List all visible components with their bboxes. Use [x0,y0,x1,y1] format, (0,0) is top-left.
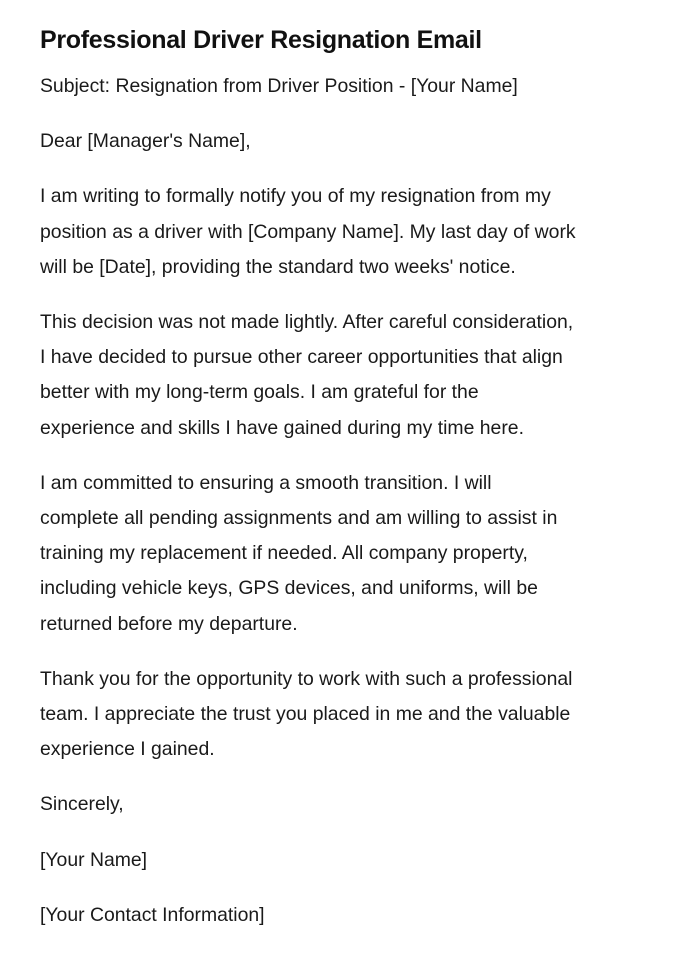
paragraph-line: experience and skills I have gained during my time here. [40,416,524,439]
email-document [40,22,650,953]
paragraph-line: Thank you for the opportunity to work with such a professional [40,667,573,690]
paragraph-line: experience I gained. [40,738,215,761]
paragraph-line: position as a driver with [Company Name]. My last day of work [40,220,576,243]
paragraph-line: I have decided to pursue other career opportunities that align [40,346,563,369]
paragraph-line: complete all pending assignments and am willing to assist in [40,507,558,530]
body-paragraph-reason [40,305,650,446]
body-paragraph-thanks [40,662,650,768]
sender-contact: [Your Contact Information] [40,903,265,926]
paragraph-line: I am writing to formally notify you of my resignation from my [40,185,551,208]
email-closing: Sincerely, [40,793,124,816]
body-paragraph-notice [40,179,650,285]
email-subject: Subject: Resignation from Driver Position - [Your Name] [40,75,518,97]
sender-name: [Your Name] [40,848,148,871]
paragraph-line: training my replacement if needed. All company property, [40,542,528,565]
body-paragraph-transition [40,466,650,642]
email-greeting: Dear [Manager's Name], [40,130,251,153]
paragraph-line: returned before my departure. [40,612,298,635]
paragraph-line: team. I appreciate the trust you placed in me and the valuable [40,703,571,726]
paragraph-line: will be [Date], providing the standard two weeks' notice. [40,255,516,278]
paragraph-line: including vehicle keys, GPS devices, and uniforms, will be [40,577,538,600]
paragraph-line: This decision was not made lightly. After careful consideration, [40,311,574,334]
document-title: Professional Driver Resignation Email [40,26,482,54]
paragraph-line: I am committed to ensuring a smooth transition. I will [40,471,492,494]
paragraph-line: better with my long-term goals. I am grateful for the [40,381,479,404]
